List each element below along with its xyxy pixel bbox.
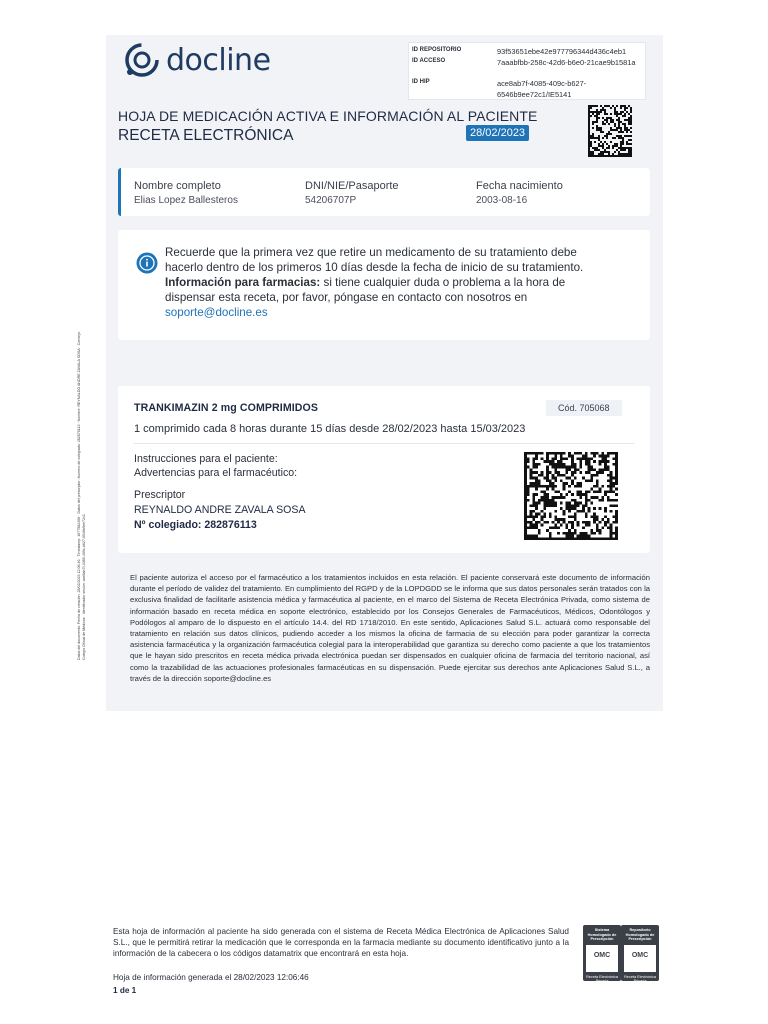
id-label: ID ACCESO <box>412 58 446 64</box>
medication-code-badge: Cód. 705068 <box>546 400 622 416</box>
patient-name-field <box>134 180 238 206</box>
seal-logo: OMC <box>586 945 618 972</box>
field-value: 2003-08-16 <box>476 195 528 206</box>
field-label: Fecha nacimiento <box>476 180 563 192</box>
prescriber-name: REYNALDO ANDRE ZAVALA SOSA <box>134 504 306 516</box>
legal-notice: El paciente autoriza el acceso por el farmacéutico a los tratamientos incluidos en esta relación. El paciente conservará este documento de información durante el período de validez del tratamiento. En cumplimiento del RGPD y de la LOPDGDD se le informa que sus datos personales serán tratados con la exclusiva finalidad de facilitarle asistencia médica y farmacéutica al paciente, en el marco del Sistema de Receta Electrónica Privada, como sistema de información basado en receta médica en soporte electrónico, establecido por los Consejos Generales de Farmacéuticos, Médicos, Odontólogos y Podólogos al amparo de lo dispuesto en el artículo 14.4. del RD 1718/2010. En este sentido, Aplicaciones Salud S.L. actuará como responsable del tratamiento en relación sus datos clínicos, pudiendo acceder a los mismos la oficina de farmacia de su elección para poder garantizar la correcta asistencia farmacéutica y la organización farmacéutica colegial para la interoperabilidad que garantiza su derecho como paciente a que los tratamientos que le hayan sido prescritos en receta médica privada electrónica puedan ser dispensados en cualquier oficina de farmacia del territorio nacional, así como la trazabilidad de las actuaciones profesionales farmacéuticas en su dispensación. Puede ejercitar sus derechos ante Aplicaciones Salud S.L., a través de la dirección soporte@docline.es <box>130 573 650 683</box>
docline-logo <box>122 40 271 80</box>
dosage-text: 1 comprimido cada 8 horas durante 15 días desde 28/02/2023 hasta 15/03/2023 <box>134 423 526 435</box>
date-badge: 28/02/2023 <box>466 125 529 141</box>
patient-instructions: Instrucciones para el paciente: <box>134 453 278 465</box>
seal-top-text: Repositorio Homologado de Prescripción <box>625 928 655 941</box>
generated-timestamp: Hoja de información generada el 28/02/2023 12:06:46 <box>113 973 309 982</box>
brand-name: docline <box>166 42 271 78</box>
id-row-hip <box>412 79 647 100</box>
id-value: ace8ab7f-4085-409c-b627-6546b9ee72c1/IE5141 <box>497 79 587 99</box>
id-row-acceso <box>412 58 647 69</box>
pharmacy-info-text: si tiene cualquier duda o problema a la hora de dispensar esta receta, por favor, póngase en contacto con nosotros en <box>165 276 566 304</box>
field-value: 54206707P <box>305 195 357 206</box>
notice-line: Recuerde que la primera vez que retire un medicamento de su tratamiento debe hacerlo dentro de los primeros 10 días desde la fecha de inicio de su tratamiento. <box>165 246 584 274</box>
seal-bottom-text: Receta Electrónica Privada <box>586 974 618 983</box>
page-subtitle: RECETA ELECTRÓNICA <box>118 127 294 144</box>
id-label: ID HIP <box>412 79 430 85</box>
patient-birth-field <box>476 180 563 206</box>
seal-top-text: Sistema Homologado de Prescripción <box>587 928 617 941</box>
id-value: 7aaabfbb-258c-42d6-b6e0-21cae9b1581a <box>497 58 636 67</box>
notice-text <box>165 245 615 320</box>
pharmacy-info-label: Información para farmacias: <box>165 276 321 289</box>
divider <box>134 443 634 444</box>
id-label: ID REPOSITORIO <box>412 47 462 53</box>
id-box <box>408 42 646 100</box>
patient-card <box>118 168 650 216</box>
docline-logo-icon <box>122 40 162 80</box>
datamatrix-code-header <box>588 105 632 157</box>
field-label: Nombre completo <box>134 180 221 192</box>
medication-name: TRANKIMAZIN 2 mg COMPRIMIDOS <box>134 402 319 414</box>
notice-card <box>118 230 650 340</box>
prescriber-label: Prescriptor <box>134 489 186 501</box>
side-document-data: Datos del documento: Fecha de creación: 28/02/2023 12:06:46 · Timestamp: 1677582406 · Datos del prescriptor: Número de colegiado: 282876113 · Nombre: REYNALDO ANDRE ZAVALA SOSA · Consejo: Colegio Oficial de Médicos · Identificador sesión: ace8ab7f-4085-409c-b627-6546b9ee72c1 <box>77 331 87 660</box>
seal-logo: OMC <box>624 945 656 972</box>
id-value: 93f53651ebe42e977796344d436c4eb1 <box>497 47 627 56</box>
id-row-repositorio <box>412 47 647 58</box>
field-value: Elias Lopez Ballesteros <box>134 195 238 206</box>
patient-doc-field <box>305 180 399 206</box>
field-label: DNI/NIE/Pasaporte <box>305 180 399 192</box>
seal-bottom-text: Receta Electrónica Privada <box>624 974 656 983</box>
page-title: HOJA DE MEDICACIÓN ACTIVA E INFORMACIÓN AL PACIENTE <box>118 108 538 124</box>
datamatrix-code-medication <box>524 451 618 541</box>
license-number: Nº colegiado: 282876113 <box>134 519 257 531</box>
footer-text: Esta hoja de información al paciente ha sido generada con el sistema de Receta Médica Electrónica de Aplicaciones Salud S.L., que le permitirá retirar la medicación que le corresponda en la farmacia mediante su documento identificativo junto a la información de la cabecera o los códigos datamatrix que encontrará en esta hoja. <box>113 927 569 958</box>
omc-seal-repository <box>621 925 659 981</box>
omc-seal-system <box>583 925 621 981</box>
page-number: 1 de 1 <box>113 986 137 995</box>
pharmacist-warnings: Advertencias para el farmacéutico: <box>134 467 298 479</box>
info-icon <box>136 252 158 274</box>
support-email-link[interactable]: soporte@docline.es <box>165 306 268 319</box>
